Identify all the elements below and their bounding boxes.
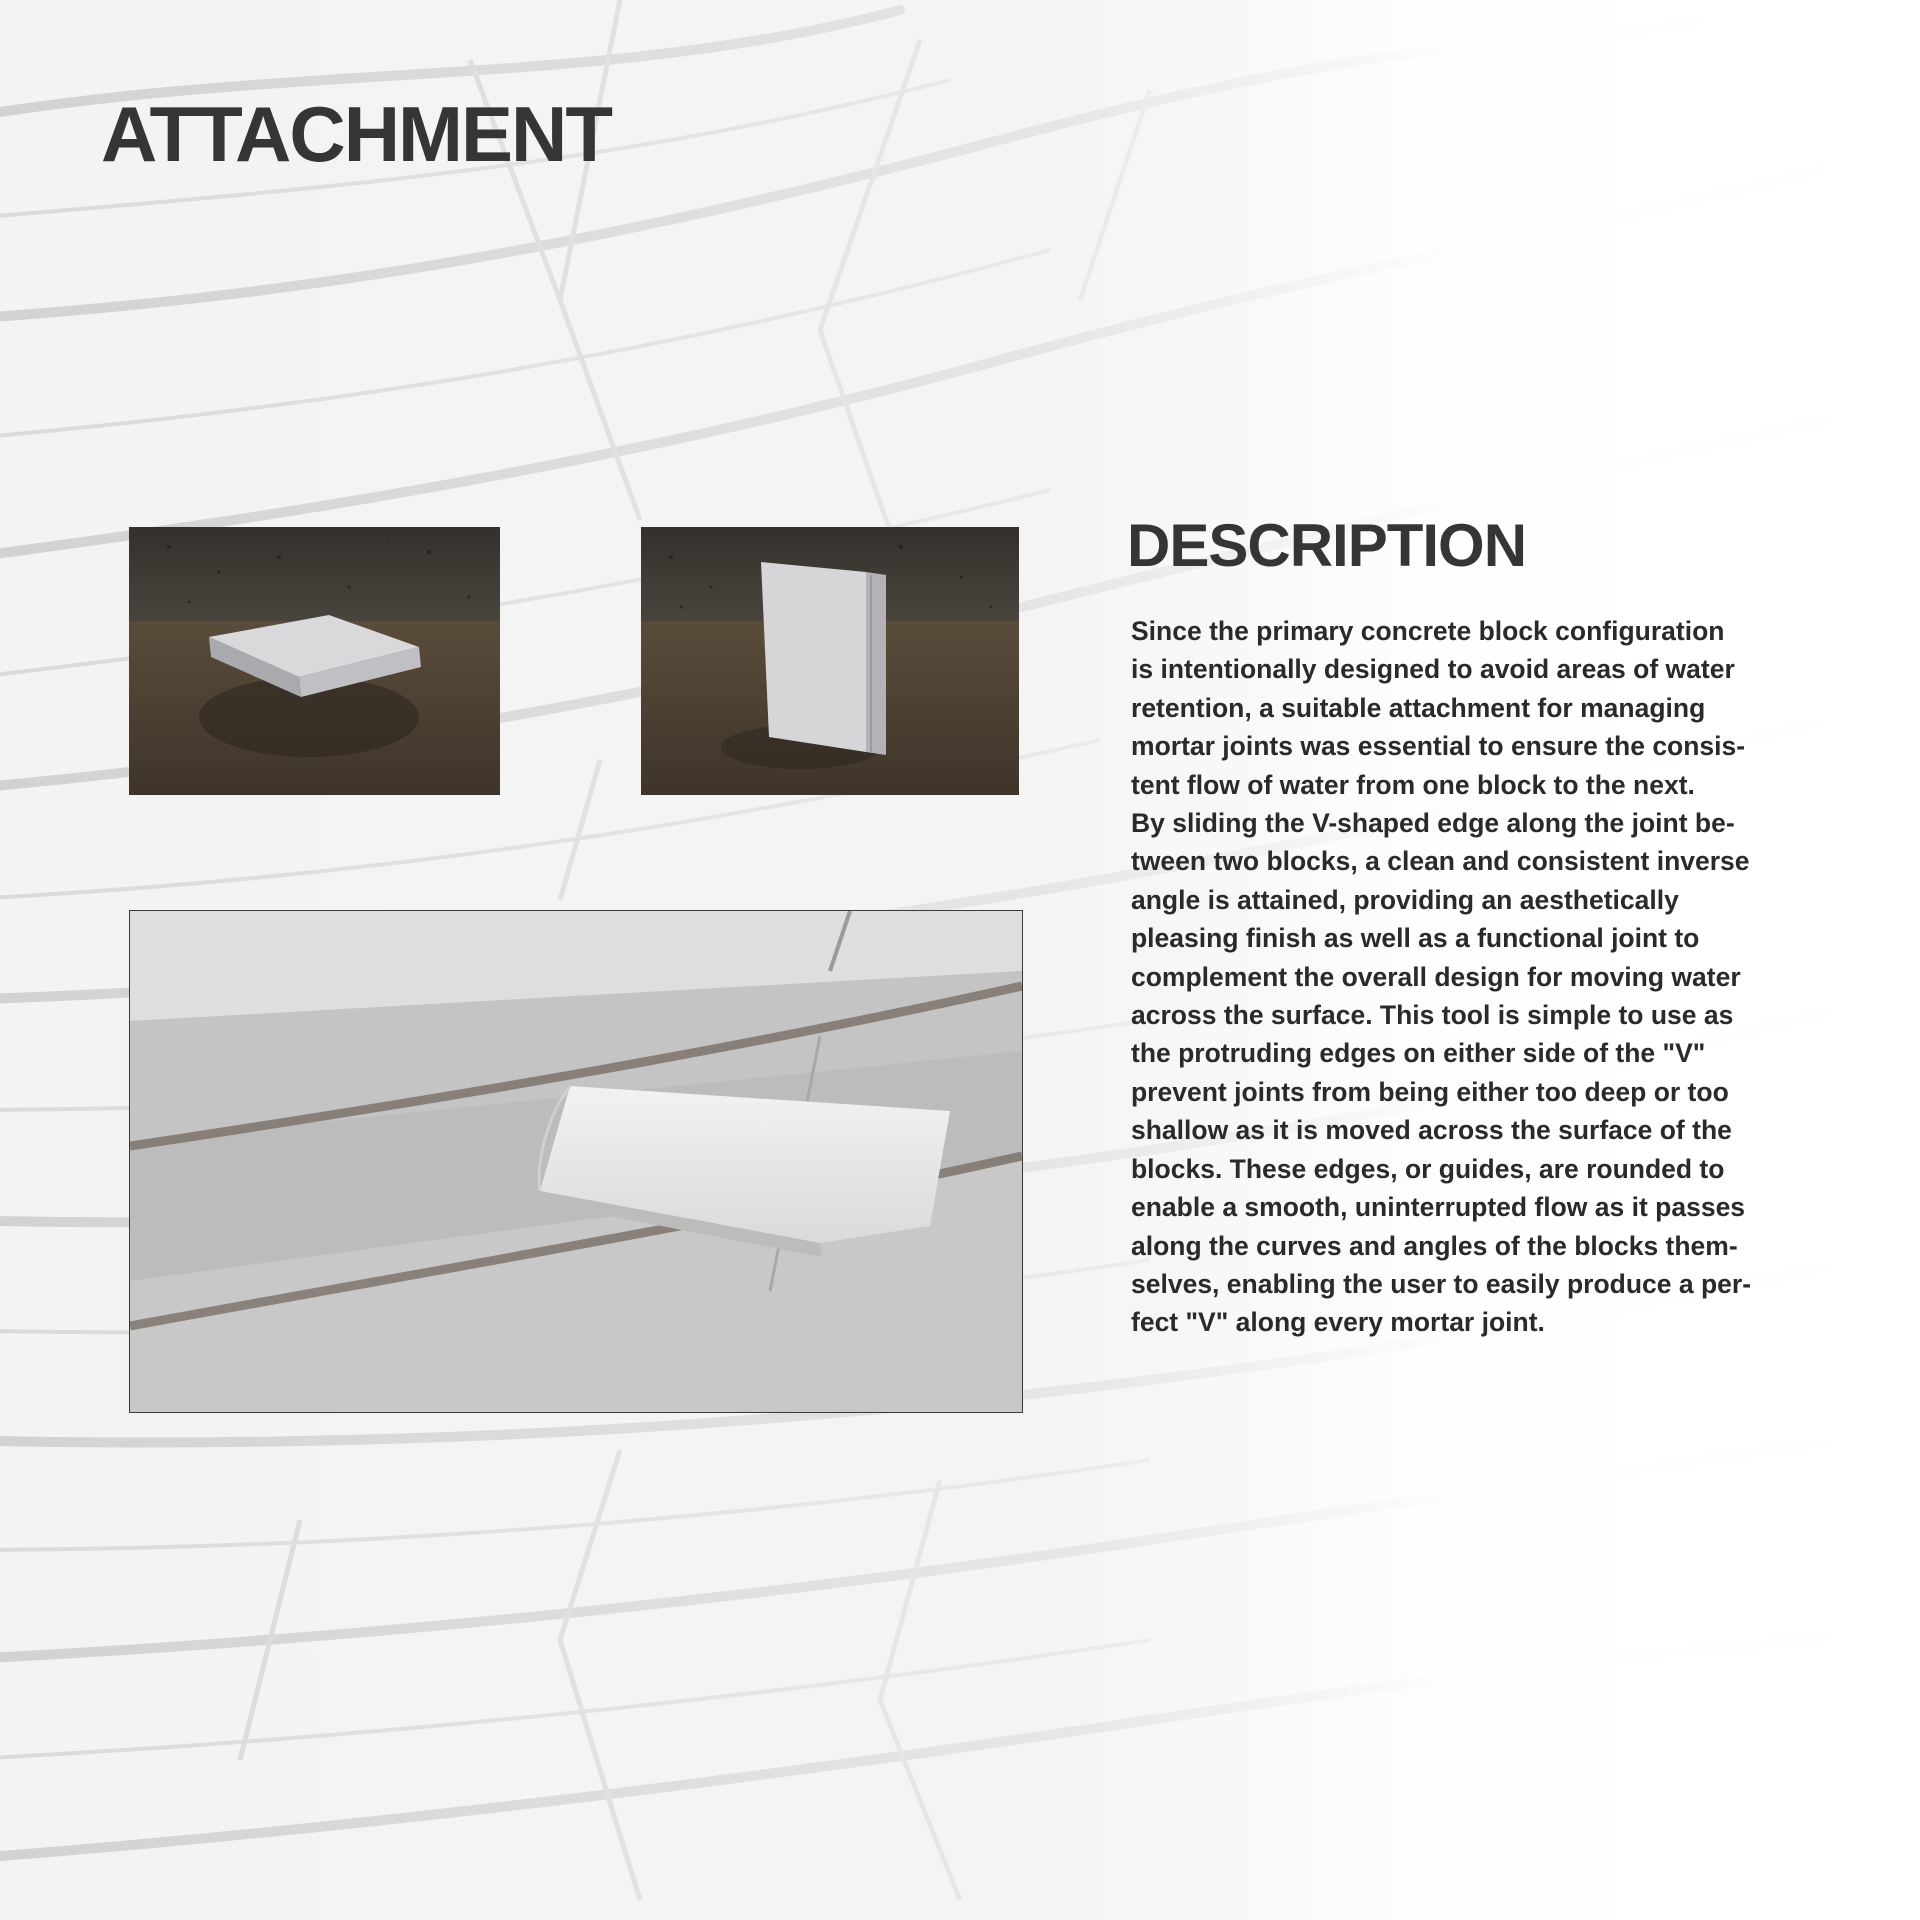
attachment-photo-flat [129,527,500,795]
page-title: ATTACHMENT [101,90,612,178]
description-heading: DESCRIPTION [1127,512,1527,579]
attachment-photo-upright [641,527,1019,795]
description-body: Since the primary concrete block configuration is intentionally designed to avoid areas of water retention, a suitable attachment for managing mortar joints was essential to ensure the consis- tent flow of water from one block to the next. By sliding the V-shaped edge along the joint be- tween two blocks, a clean and consistent inverse angle is attained, providing an aesthetically pleasing finish as well as a functional joint to complement the overall design for moving water across the surface. This tool is simple to use as the protruding edges on either side of the "V" prevent joints from being either too deep or too shallow as it is moved across the surface of the blocks. These edges, or guides, are rounded to enable a smooth, uninterrupted flow as it passes along the curves and angles of the blocks them- selves, enabling the user to easily produce a per- fect "V" along every mortar joint. [1131,616,1752,1338]
attachment-render [129,910,1023,1413]
